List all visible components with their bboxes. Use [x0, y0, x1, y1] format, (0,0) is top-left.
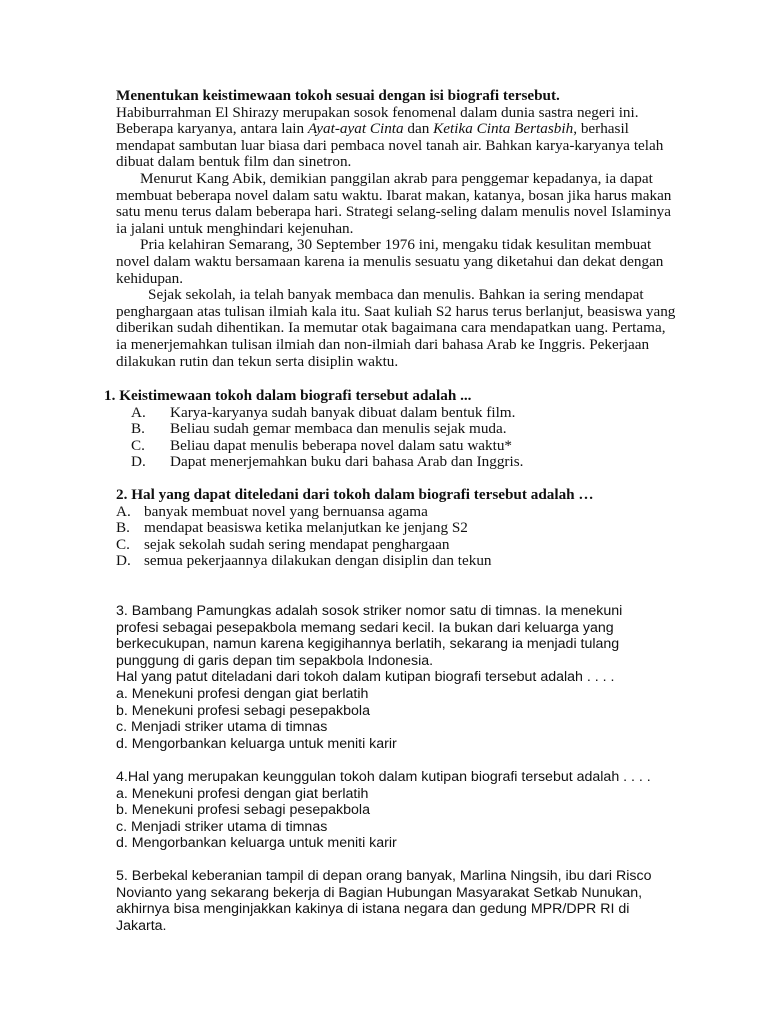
question-3	[116, 603, 644, 752]
question-3-option: a. Menekuni profesi dengan giat berlatih	[116, 685, 369, 702]
question-4-option: b. Menekuni profesi sebagi pesepakbola	[116, 802, 370, 819]
question-1-option: D. Dapat menerjemahkan buku dari bahasa Arab dan Inggris.	[131, 453, 524, 471]
question-3-option: c. Menjadi striker utama di timnas	[116, 719, 328, 736]
question-3-option: b. Menekuni profesi sebagi pesepakbola	[116, 702, 370, 719]
question-3-passage: 3. Bambang Pamungkas adalah sosok striker nomor satu di timnas. Ia menekuni profesi sebagai pesepakbola memang sedari kecil. Ia bukan dari keluarga yang berkecukupan, namun karena kegigihannya berlatih, sekarang ia menjadi tulang punggung di garis depan tim sepakbola Indonesia.	[116, 603, 623, 669]
passage-paragraph-3: Pria kelahiran Semarang, 30 September 1976 ini, mengaku tidak kesulitan membuat novel dalam waktu bersamaan karena ia menulis sesuatu yang diketahui dan dekat dengan kehidupan.	[116, 236, 664, 287]
passage-title: Menentukan keistimewaan tokoh sesuai dengan isi biografi tersebut.	[116, 87, 560, 104]
question-4-text: 4.Hal yang merupakan keunggulan tokoh dalam kutipan biografi tersebut adalah . . . .	[116, 769, 651, 785]
question-1-option: B. Beliau sudah gemar membaca dan menulis sejak muda.	[131, 420, 507, 438]
passage-paragraph-1: Habiburrahman El Shirazy merupakan sosok fenomenal dalam dunia sastra negeri ini. Beberapa karyanya, antara lain Ayat-ayat Cinta dan Ketika Cinta Bertasbih, berhasil mendapat sambutan luar biasa dari pembaca novel tanah air. Bahkan karya-karyanya telah dibuat dalam bentuk film dan sinetron.	[116, 103, 664, 171]
question-1-text: 1. Keistimewaan tokoh dalam biografi tersebut adalah ...	[104, 387, 472, 404]
passage-paragraph-4: Sejak sekolah, ia telah banyak membaca dan menulis. Bahkan ia sering mendapat penghargaan atas tulisan ilmiah kala itu. Saat kuliah S2 harus terus berlanjut, beasiswa yang diberikan sudah dihentikan. Ia memutar otak bagaimana cara mendapatkan uang. Pertama, ia menerjemahkan tulisan ilmiah dan non-ilmiah dari bahasa Arab ke Inggris. Pekerjaan dilakukan rutin dan tekun serta disiplin waktu.	[116, 286, 676, 370]
question-2-option: B. mendapat beasiswa ketika melanjutkan ke jenjang S2	[116, 519, 468, 537]
question-5	[116, 868, 656, 934]
question-5-passage: 5. Berbekal keberanian tampil di depan orang banyak, Marlina Ningsih, ibu dari Risco Novianto yang sekarang bekerja di Bagian Hubungan Masyarakat Setkab Nunukan, akhirnya bisa menginjakkan kakinya di istana negara dan gedung MPR/DPR RI di Jakarta.	[116, 868, 652, 934]
biography-passage	[116, 88, 676, 370]
question-3-text: Hal yang patut diteladani dari tokoh dalam kutipan biografi tersebut adalah . . . .	[116, 669, 615, 686]
question-4-option: d. Mengorbankan keluarga untuk meniti karir	[116, 835, 397, 852]
question-1	[104, 388, 684, 471]
question-2-text: 2. Hal yang dapat diteledani dari tokoh dalam biografi tersebut adalah …	[116, 486, 594, 503]
question-4-option: a. Menekuni profesi dengan giat berlatih	[116, 785, 369, 802]
question-2-option: A. banyak membuat novel yang bernuansa agama	[116, 502, 428, 520]
question-2-option: C. sejak sekolah sudah sering mendapat penghargaan	[116, 535, 450, 553]
question-1-option: A. Karya-karyanya sudah banyak dibuat dalam bentuk film.	[131, 403, 516, 421]
passage-paragraph-2: Menurut Kang Abik, demikian panggilan akrab para penggemar kepadanya, ia dapat membuat beberapa novel dalam satu waktu. Ibarat makan, katanya, bosan jika harus makan satu menu terus dalam beberapa hari. Strategi selang-seling dalam menulis novel Islaminya ia jalani untuk menghindari kejenuhan.	[116, 169, 672, 237]
question-4-option: c. Menjadi striker utama di timnas	[116, 818, 328, 835]
question-2-option: D. semua pekerjaannya dilakukan dengan disiplin dan tekun	[116, 552, 492, 570]
question-2	[116, 487, 676, 570]
question-1-option: C. Beliau dapat menulis beberapa novel dalam satu waktu*	[131, 436, 513, 454]
question-4	[116, 769, 676, 852]
question-3-option: d. Mengorbankan keluarga untuk meniti karir	[116, 735, 397, 752]
